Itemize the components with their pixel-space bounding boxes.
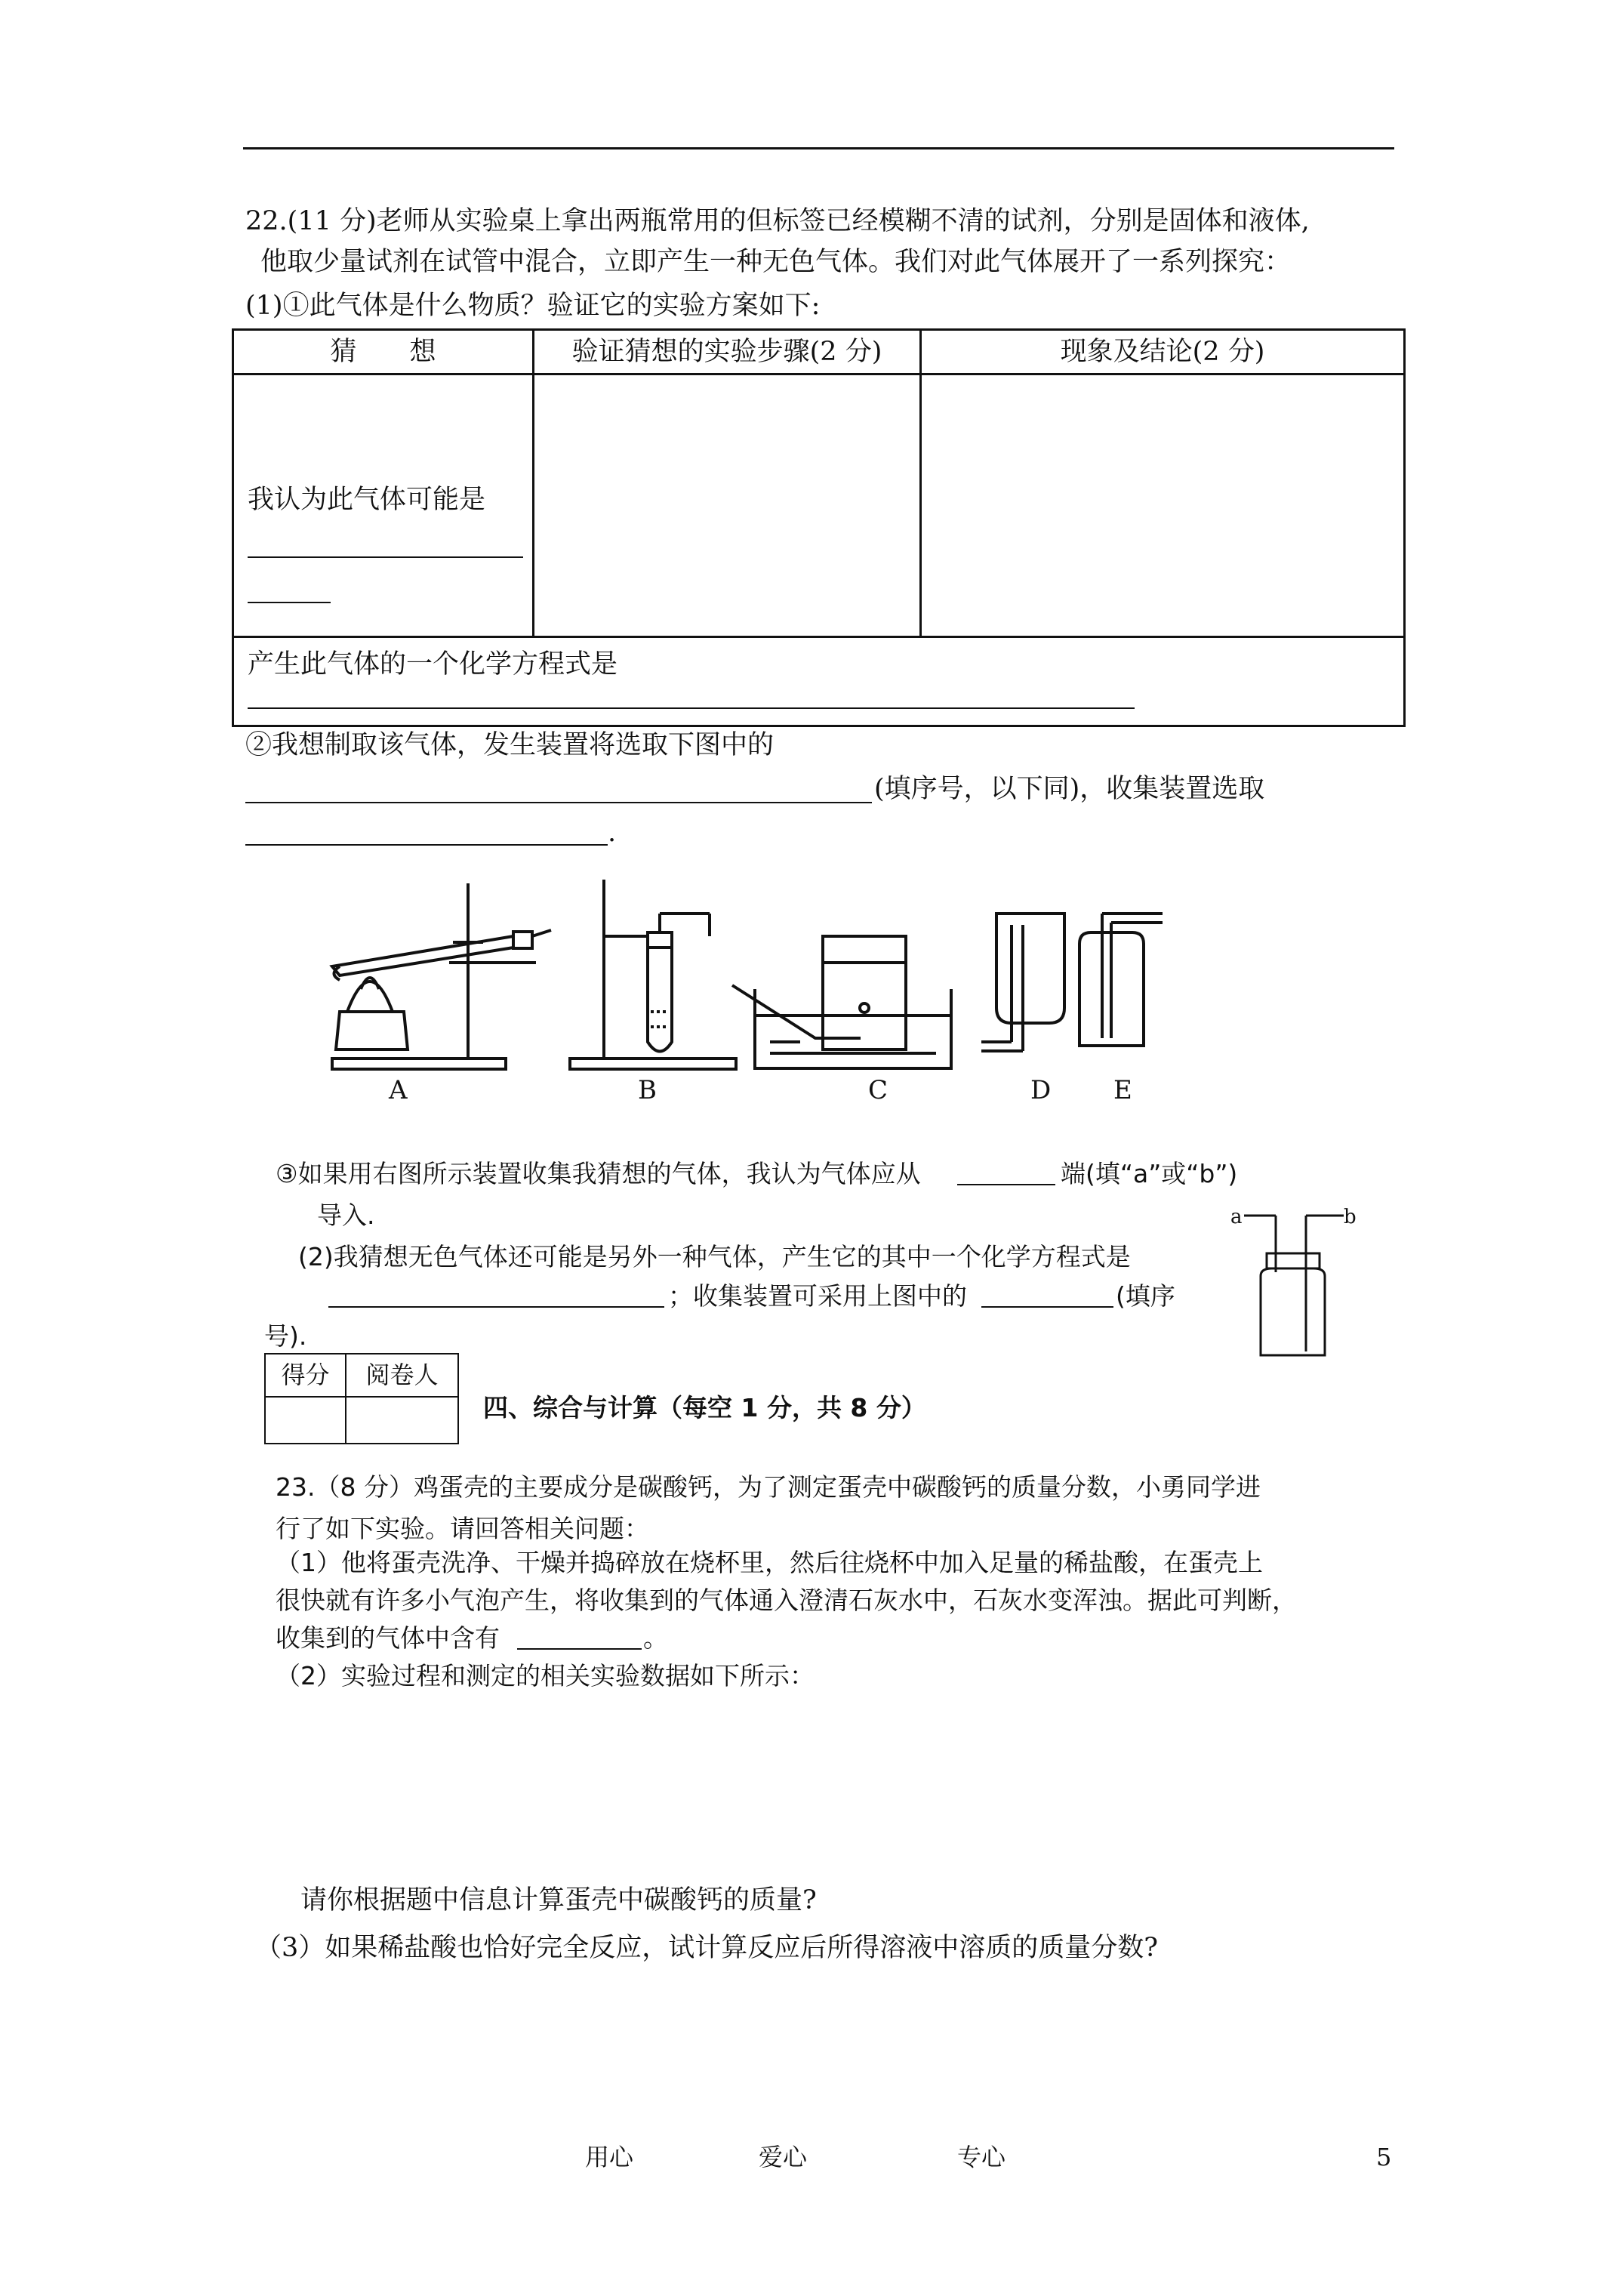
page-number: 5 xyxy=(1376,2143,1392,2171)
part2-line2: (填序号，以下同)，收集装置选取 xyxy=(874,774,1265,804)
table-header-steps: 验证猜想的实验步骤(2 分) xyxy=(534,330,921,374)
equation2-blank[interactable] xyxy=(328,1306,664,1308)
guess-cell xyxy=(233,374,534,637)
q23-line5b: 。 xyxy=(643,1623,668,1653)
generator-blank[interactable] xyxy=(245,802,872,803)
footer-item-2: 爱心 xyxy=(759,2143,808,2171)
hypothesis-table xyxy=(232,328,1406,727)
gas-bottle-diagram xyxy=(1230,1200,1359,1367)
header-rule xyxy=(243,147,1394,149)
q23-line1: 23.（8 分）鸡蛋壳的主要成分是碳酸钙，为了测定蛋壳中碳酸钙的质量分数，小勇同学进 xyxy=(276,1472,1261,1502)
label-b: B xyxy=(638,1075,657,1102)
collector-blank[interactable] xyxy=(245,844,608,846)
score-value[interactable] xyxy=(265,1397,346,1444)
section4-title: 四、综合与计算（每空 1 分，共 8 分） xyxy=(483,1393,926,1422)
q23-line6: （2）实验过程和测定的相关实验数据如下所示： xyxy=(276,1661,815,1690)
footer-item-1: 用心 xyxy=(585,2143,634,2171)
reviewer-label: 阅卷人 xyxy=(346,1354,458,1397)
score-label: 得分 xyxy=(265,1354,346,1397)
collector2-blank[interactable] xyxy=(981,1306,1113,1308)
footer-item-3: 专心 xyxy=(957,2143,1006,2171)
q23-line3: （1）他将蛋壳洗净、干燥并捣碎放在烧杯里，然后往烧杯中加入足量的稀盐酸，在蛋壳上 xyxy=(276,1548,1263,1577)
bottle-label-b: b xyxy=(1344,1206,1357,1228)
part3-line2: 导入. xyxy=(317,1200,375,1230)
equation-text: 产生此气体的一个化学方程式是 xyxy=(248,649,618,680)
q23-line7: 请你根据题中信息计算蛋壳中碳酸钙的质量? xyxy=(300,1885,817,1915)
score-box xyxy=(264,1353,459,1444)
equation-blank[interactable] xyxy=(248,707,1135,709)
apparatus-c xyxy=(732,936,951,1068)
apparatus-b xyxy=(570,880,736,1069)
q22-line3: (1)①此气体是什么物质？验证它的实验方案如下: xyxy=(245,291,821,321)
apparatus-diagram xyxy=(287,861,1268,1102)
part2-line1: ②我想制取该气体，发生装置将选取下图中的 xyxy=(245,730,775,760)
table-header-result: 现象及结论(2 分) xyxy=(921,330,1405,374)
q23-line8: （3）如果稀盐酸也恰好完全反应，试计算反应后所得溶液中溶质的质量分数? xyxy=(255,1933,1159,1963)
q23-line5a: 收集到的气体中含有 xyxy=(276,1623,500,1653)
equation-cell xyxy=(233,637,1405,726)
sub2-line2b: (填序 xyxy=(1116,1281,1175,1311)
part3-line1a: ③如果用右图所示装置收集我猜想的气体，我认为气体应从 xyxy=(276,1159,921,1188)
apparatus-d xyxy=(981,914,1064,1051)
apparatus-e xyxy=(1079,914,1163,1046)
guess-blank-1[interactable] xyxy=(248,556,523,558)
label-d: D xyxy=(1030,1075,1052,1102)
reviewer-value[interactable] xyxy=(346,1397,458,1444)
sub2-line1: (2)我猜想无色气体还可能是另外一种气体，产生它的其中一个化学方程式是 xyxy=(298,1242,1131,1271)
label-a: A xyxy=(389,1075,408,1102)
guess-blank-2[interactable] xyxy=(248,602,331,603)
gas-blank[interactable] xyxy=(517,1648,642,1650)
guess-text: 我认为此气体可能是 xyxy=(248,485,486,515)
sub2-line2a: ；收集装置可采用上图中的 xyxy=(668,1281,967,1311)
bottle-label-a: a xyxy=(1230,1206,1243,1228)
q22-line2: 他取少量试剂在试管中混合，立即产生一种无色气体。我们对此气体展开了一系列探究： xyxy=(260,247,1292,277)
table-header-guess: 猜 想 xyxy=(233,330,534,374)
q23-line4: 很快就有许多小气泡产生，将收集到的气体通入澄清石灰水中，石灰水变浑浊。据此可判断， xyxy=(276,1586,1297,1615)
label-e: E xyxy=(1113,1075,1132,1102)
sub2-line3: 号). xyxy=(264,1321,307,1351)
result-cell[interactable] xyxy=(921,374,1405,637)
label-c: C xyxy=(868,1075,888,1102)
q22-line1: 22.(11 分)老师从实验桌上拿出两瓶常用的但标签已经模糊不清的试剂，分别是固体和液体, xyxy=(245,206,1310,236)
apparatus-a xyxy=(332,883,551,1069)
part2-end: . xyxy=(608,818,617,848)
end-blank[interactable] xyxy=(957,1184,1055,1185)
q23-line2: 行了如下实验。请回答相关问题： xyxy=(276,1514,649,1543)
steps-cell[interactable] xyxy=(534,374,921,637)
part3-line1b: 端(填“a”或“b”) xyxy=(1061,1159,1238,1188)
